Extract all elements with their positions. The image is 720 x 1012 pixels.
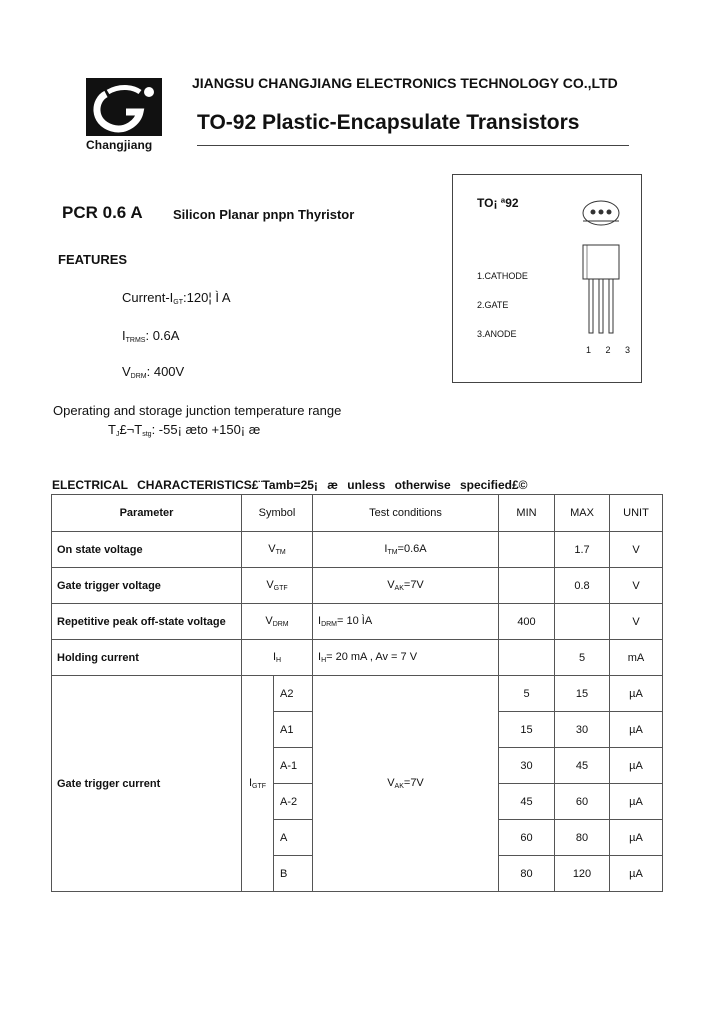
- features-heading: FEATURES: [58, 252, 128, 267]
- part-description: Silicon Planar pnpn Thyristor: [173, 207, 355, 222]
- unit-cell: µA: [610, 820, 663, 856]
- grade-cell: A-1: [274, 748, 313, 784]
- package-diagram-box: [452, 174, 642, 383]
- package-title: TO¡ ª92: [477, 196, 519, 210]
- header-min: MIN: [499, 495, 555, 532]
- max-cell: 0.8: [555, 568, 610, 604]
- condition-cell: $V_{AK}=7V$: [313, 676, 499, 892]
- pin-label-cathode: 1.CATHODE: [477, 271, 528, 281]
- grade-cell: A2: [274, 676, 313, 712]
- min-cell: 45: [499, 784, 555, 820]
- min-cell: 400: [499, 604, 555, 640]
- min-cell: 60: [499, 820, 555, 856]
- max-cell: 80: [555, 820, 610, 856]
- company-name: JIANGSU CHANGJIANG ELECTRONICS TECHNOLOGY CO.,LTD: [192, 75, 618, 91]
- table-header-row: [52, 495, 663, 532]
- param-cell: Repetitive peak off-state voltage: [52, 604, 242, 640]
- electrical-characteristics-table: [51, 494, 663, 892]
- table-row: [52, 532, 663, 568]
- param-cell: Gate trigger current: [52, 676, 242, 892]
- max-cell: 60: [555, 784, 610, 820]
- symbol-cell: $V_{TM}$: [242, 532, 313, 568]
- min-cell: [499, 640, 555, 676]
- min-cell: 5: [499, 676, 555, 712]
- unit-cell: µA: [610, 712, 663, 748]
- param-cell: Gate trigger voltage: [52, 568, 242, 604]
- table-row: [52, 640, 663, 676]
- pin-label-anode: 3.ANODE: [477, 329, 517, 339]
- logo-wordmark: Changjiang: [86, 138, 153, 152]
- condition-cell: $I_{TM}=0.6A$: [313, 532, 499, 568]
- logo-mark: [86, 78, 162, 136]
- operating-temperature: $T_J£\neg T_{stg}$: -55¡ æto +150¡ æ: [108, 422, 261, 438]
- header-conditions: Test conditions: [313, 495, 499, 532]
- header-unit: UNIT: [610, 495, 663, 532]
- header-max: MAX: [555, 495, 610, 532]
- symbol-cell: $V_{GTF}$: [242, 568, 313, 604]
- electrical-characteristics-title: ELECTRICAL CHARACTERISTICS£¨Tamb=25¡ æ unless otherwise specified£©: [52, 478, 528, 492]
- unit-cell: mA: [610, 640, 663, 676]
- unit-cell: V: [610, 532, 663, 568]
- min-cell: 30: [499, 748, 555, 784]
- max-cell: 5: [555, 640, 610, 676]
- header-parameter: Parameter: [52, 495, 242, 532]
- pin-numbers: 1 2 3: [586, 345, 637, 355]
- unit-cell: V: [610, 568, 663, 604]
- unit-cell: µA: [610, 784, 663, 820]
- table-row: [52, 604, 663, 640]
- company-logo: [86, 78, 164, 158]
- max-cell: 1.7: [555, 532, 610, 568]
- max-cell: [555, 604, 610, 640]
- unit-cell: µA: [610, 748, 663, 784]
- condition-cell: $I_H= 20$ mA , Av = 7 V: [313, 640, 499, 676]
- operating-range-label: Operating and storage junction temperature range: [53, 403, 342, 418]
- header-symbol: Symbol: [242, 495, 313, 532]
- product-line-title: TO-92 Plastic-Encapsulate Transistors: [197, 111, 580, 134]
- pin-label-gate: 2.GATE: [477, 300, 509, 310]
- max-cell: 45: [555, 748, 610, 784]
- to92-package-drawing: [573, 195, 633, 365]
- unit-cell: µA: [610, 856, 663, 892]
- symbol-cell: $I_H$: [242, 640, 313, 676]
- feature-itrms: $I_{TRMS}$: 0.6A: [122, 328, 180, 344]
- grade-cell: B: [274, 856, 313, 892]
- param-cell: Holding current: [52, 640, 242, 676]
- max-cell: 30: [555, 712, 610, 748]
- table-row: [52, 568, 663, 604]
- min-cell: 15: [499, 712, 555, 748]
- param-cell: On state voltage: [52, 532, 242, 568]
- unit-cell: V: [610, 604, 663, 640]
- table-row: [52, 676, 663, 712]
- condition-cell: $I_{DRM}= 10$ ÌA: [313, 604, 499, 640]
- min-cell: [499, 532, 555, 568]
- min-cell: [499, 568, 555, 604]
- max-cell: 120: [555, 856, 610, 892]
- part-number: PCR 0.6 A: [62, 203, 143, 222]
- grade-cell: A1: [274, 712, 313, 748]
- grade-cell: A-2: [274, 784, 313, 820]
- condition-cell: $V_{AK}=7V$: [313, 568, 499, 604]
- max-cell: 15: [555, 676, 610, 712]
- symbol-cell: $V_{DRM}$: [242, 604, 313, 640]
- unit-cell: µA: [610, 676, 663, 712]
- feature-gate-current: Current-$I_{GT}:120¦$ Ì A: [122, 290, 231, 306]
- header-divider: [197, 145, 629, 146]
- symbol-cell: $I_{GTF}$: [242, 676, 274, 892]
- grade-cell: A: [274, 820, 313, 856]
- min-cell: 80: [499, 856, 555, 892]
- feature-vdrm: $V_{DRM}$: 400V: [122, 364, 185, 380]
